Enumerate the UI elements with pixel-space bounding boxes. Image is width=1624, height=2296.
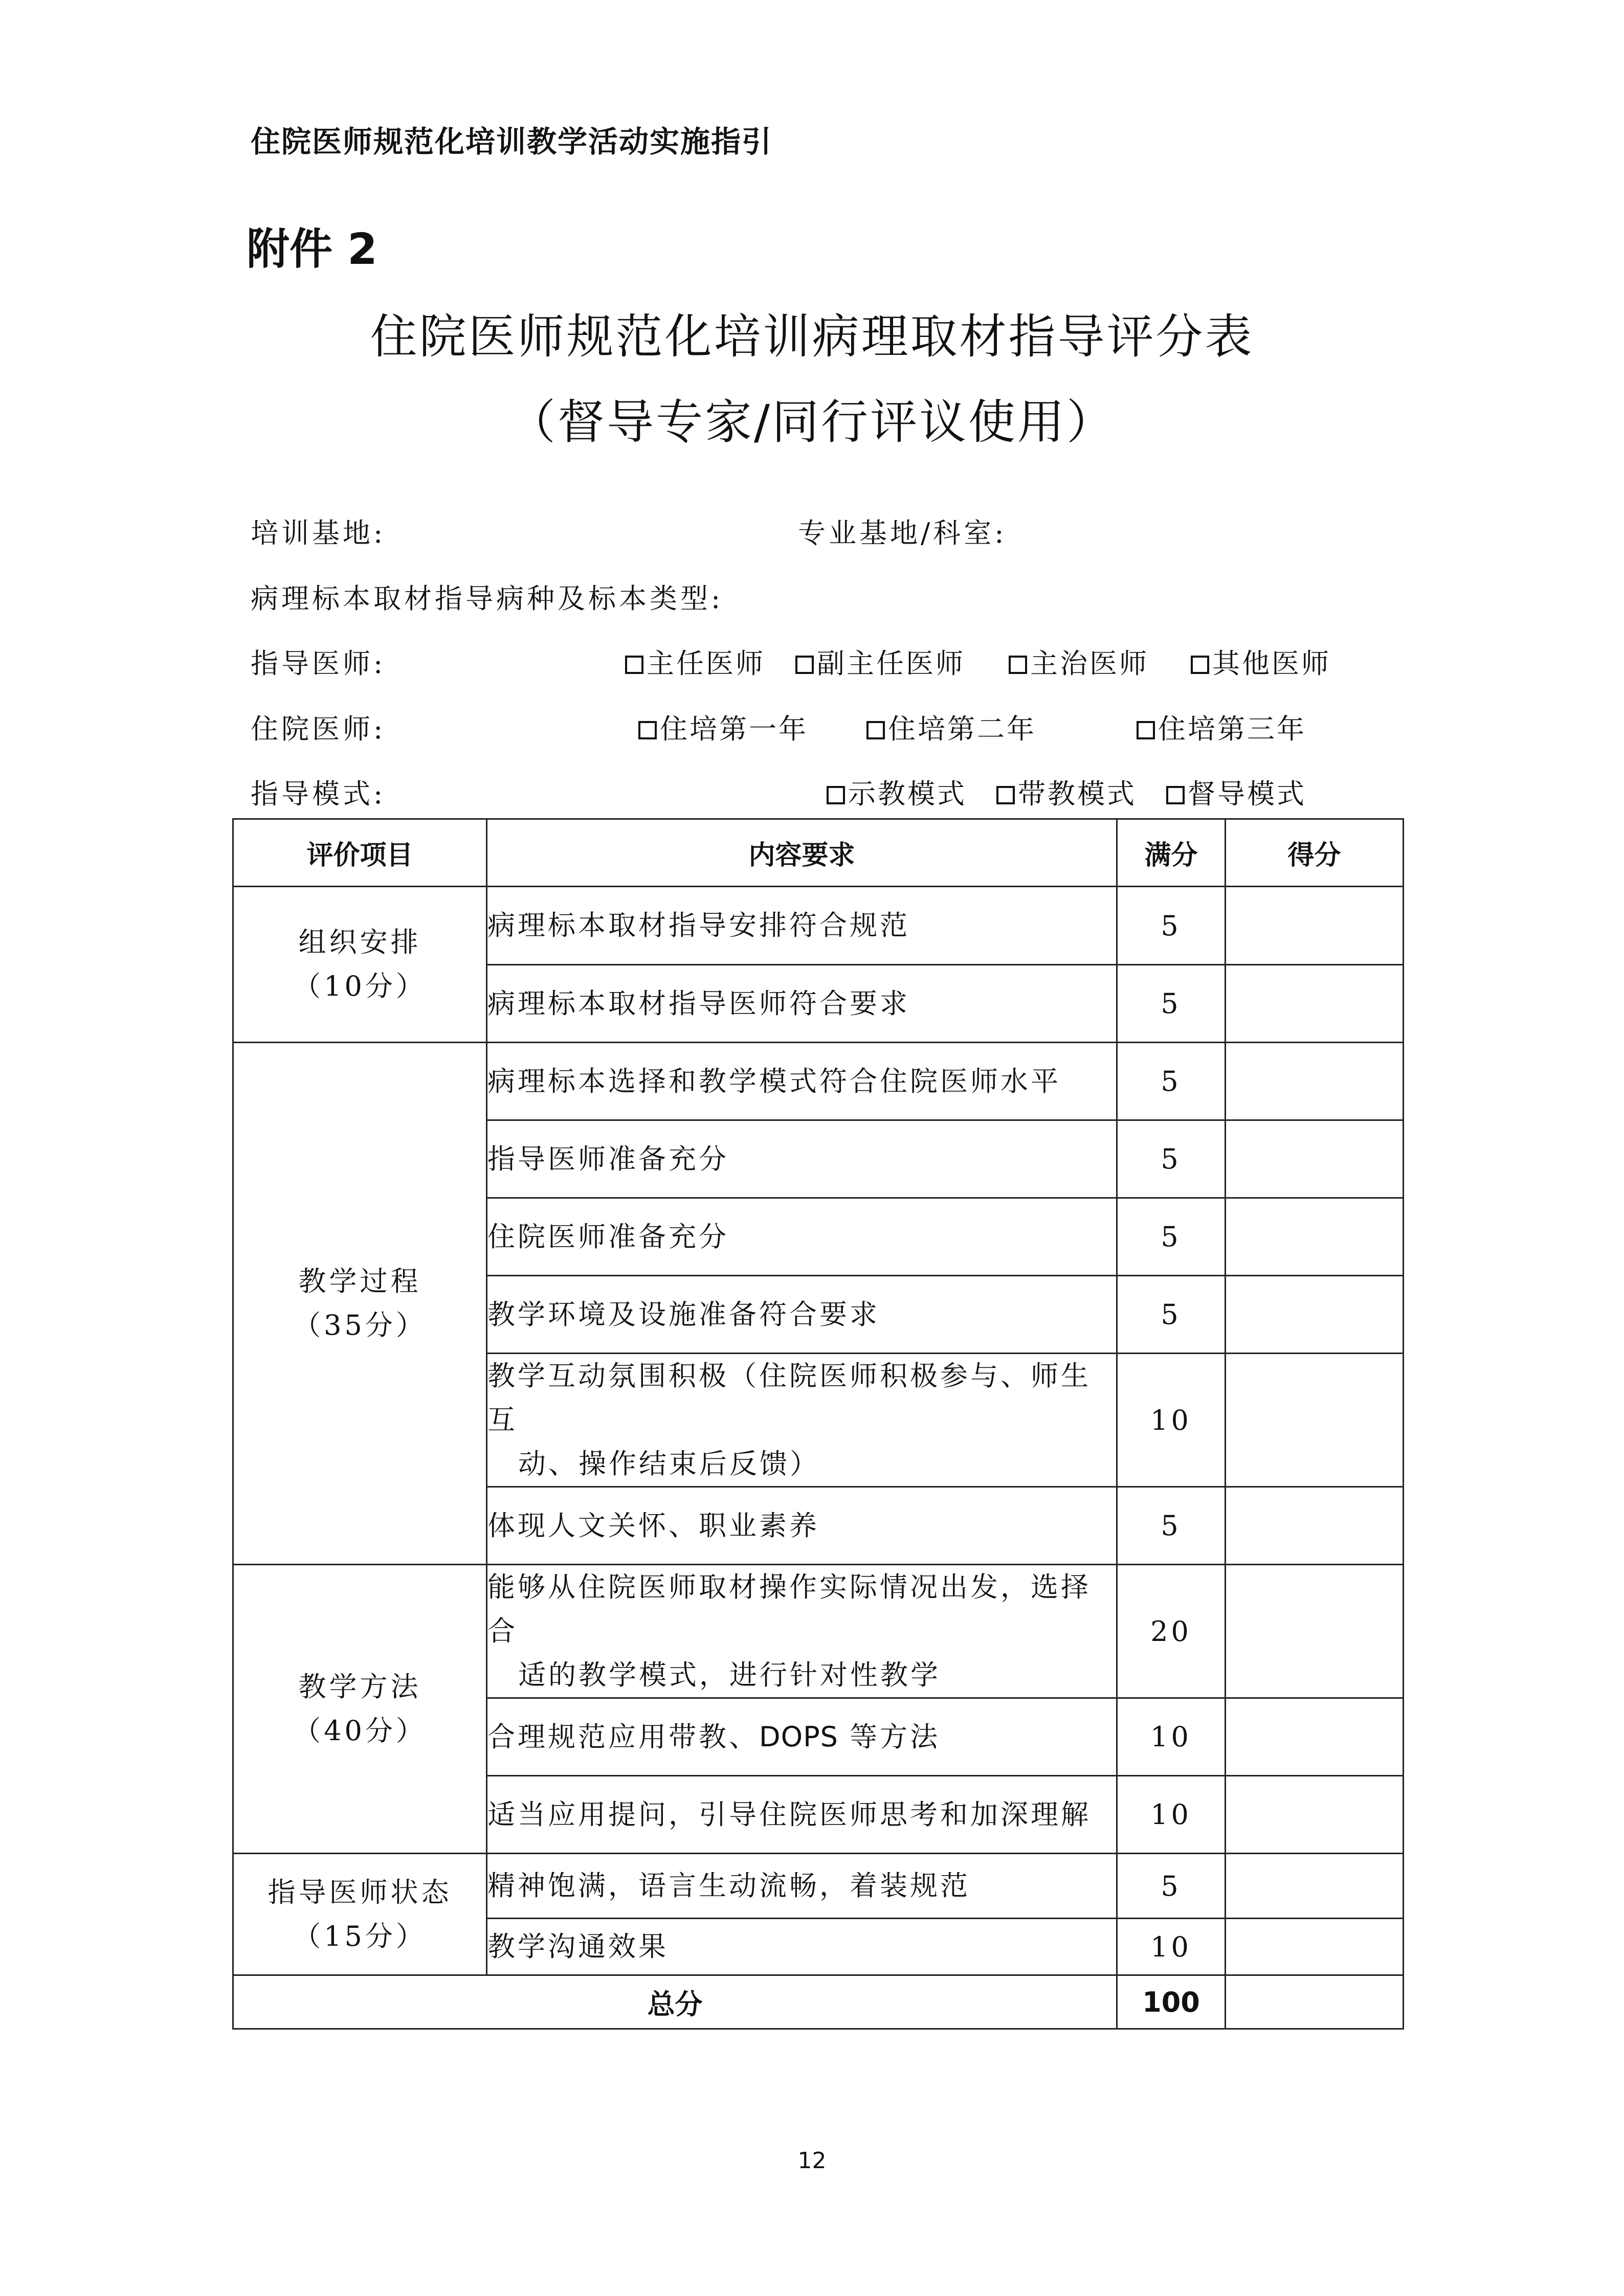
training-base-label: 培训基地: — [251, 517, 386, 549]
category-cell — [233, 1854, 487, 1975]
max-score-cell: 5 — [1117, 1487, 1226, 1565]
total-label: 总分 — [233, 1975, 1117, 2029]
content-cell: 病理标本取材指导安排符合规范 — [487, 887, 1117, 965]
instructor-label: 指导医师: — [251, 647, 386, 680]
page-number: 12 — [797, 2148, 827, 2174]
score-input-cell[interactable] — [1226, 1276, 1404, 1354]
content-cell: 精神饱满，语言生动流畅，着装规范 — [487, 1854, 1117, 1919]
category-points: （40分） — [293, 1715, 427, 1747]
category-points: （15分） — [293, 1920, 427, 1952]
resident-label: 住院医师: — [251, 713, 386, 745]
header-content: 内容要求 — [487, 819, 1117, 887]
score-input-cell[interactable] — [1226, 1487, 1404, 1565]
category-name: 组织安排 — [298, 926, 421, 958]
content-cell: 住院医师准备充分 — [487, 1198, 1117, 1276]
option-teaching-mode[interactable]: 带教模式 — [996, 772, 1137, 812]
content-cell — [487, 1565, 1117, 1698]
scoring-table — [232, 818, 1404, 2030]
content-cell — [487, 1354, 1117, 1487]
content-cell: 病理标本取材指导医师符合要求 — [487, 965, 1117, 1043]
option-year-2[interactable]: 住培第二年 — [866, 707, 1036, 747]
document-subtitle: （督导专家/同行评议使用） — [508, 395, 1116, 449]
max-score-cell: 5 — [1117, 1043, 1226, 1120]
score-input-cell[interactable] — [1226, 1854, 1404, 1919]
category-points: （10分） — [293, 970, 427, 1002]
score-input-cell[interactable] — [1226, 1776, 1404, 1854]
score-input-cell[interactable] — [1226, 1120, 1404, 1198]
option-chief-physician[interactable]: 主任医师 — [625, 642, 765, 681]
table-row — [233, 1565, 1404, 1698]
checkbox-icon — [1009, 656, 1027, 674]
checkbox-icon — [866, 721, 885, 739]
content-line: 教学互动氛围积极（住院医师积极参与、师生互 — [487, 1360, 1091, 1436]
category-points: （35分） — [293, 1309, 427, 1341]
max-score-cell: 10 — [1117, 1698, 1226, 1776]
running-header: 住院医师规范化培训教学活动实施指引 — [251, 124, 773, 159]
option-demonstration-mode[interactable]: 示教模式 — [827, 772, 967, 812]
max-score-cell: 5 — [1117, 887, 1226, 965]
header-score: 得分 — [1226, 819, 1404, 887]
max-score-cell: 5 — [1117, 1120, 1226, 1198]
category-name: 指导医师状态 — [268, 1876, 452, 1908]
content-cell: 教学沟通效果 — [487, 1919, 1117, 1975]
table-header-row — [233, 819, 1404, 887]
max-score-cell: 5 — [1117, 1854, 1226, 1919]
category-name: 教学方法 — [298, 1671, 421, 1703]
score-input-cell[interactable] — [1226, 1198, 1404, 1276]
score-input-cell[interactable] — [1226, 1698, 1404, 1776]
attachment-label: 附件 2 — [247, 224, 377, 274]
content-cell: 病理标本选择和教学模式符合住院医师水平 — [487, 1043, 1117, 1120]
score-input-cell[interactable] — [1226, 1354, 1404, 1487]
content-abbreviation: DOPS — [759, 1720, 838, 1753]
department-label: 专业基地/科室: — [798, 517, 1007, 549]
table-row — [233, 1043, 1404, 1120]
total-row — [233, 1975, 1404, 2029]
score-input-cell[interactable] — [1226, 965, 1404, 1043]
option-year-3[interactable]: 住培第三年 — [1137, 707, 1306, 747]
content-line-continued: 动、操作结束后反馈） — [518, 1448, 820, 1480]
total-score-input-cell[interactable] — [1226, 1975, 1404, 2029]
content-line-continued: 适的教学模式，进行针对性教学 — [518, 1659, 941, 1691]
option-year-1[interactable]: 住培第一年 — [638, 707, 808, 747]
max-score-cell: 5 — [1117, 1198, 1226, 1276]
checkbox-icon — [996, 786, 1015, 804]
content-cell: 适当应用提问，引导住院医师思考和加深理解 — [487, 1776, 1117, 1854]
content-cell: 体现人文关怀、职业素养 — [487, 1487, 1117, 1565]
score-input-cell[interactable] — [1226, 1919, 1404, 1975]
checkbox-icon — [625, 656, 643, 674]
max-score-cell: 5 — [1117, 1276, 1226, 1354]
total-max-score: 100 — [1117, 1975, 1226, 2029]
max-score-cell: 10 — [1117, 1354, 1226, 1487]
option-other-physician[interactable]: 其他医师 — [1191, 642, 1331, 681]
checkbox-icon — [795, 656, 814, 674]
content-text: 合理规范应用带教、 — [487, 1720, 759, 1753]
checkbox-icon — [1191, 656, 1209, 674]
checkbox-icon — [1166, 786, 1185, 804]
table-row — [233, 1854, 1404, 1919]
category-cell — [233, 887, 487, 1043]
document-title: 住院医师规范化培训病理取材指导评分表 — [370, 309, 1254, 364]
checkbox-icon — [1137, 721, 1155, 739]
score-input-cell[interactable] — [1226, 887, 1404, 965]
checkbox-icon — [638, 721, 657, 739]
content-cell — [487, 1698, 1117, 1776]
max-score-cell: 20 — [1117, 1565, 1226, 1698]
category-cell — [233, 1043, 487, 1565]
header-max-score: 满分 — [1117, 819, 1226, 887]
option-associate-chief-physician[interactable]: 副主任医师 — [795, 642, 965, 681]
option-supervision-mode[interactable]: 督导模式 — [1166, 772, 1306, 812]
content-line: 能够从住院医师取材操作实际情况出发，选择合 — [487, 1571, 1091, 1647]
content-text: 等方法 — [838, 1720, 941, 1753]
mode-label: 指导模式: — [251, 778, 386, 810]
category-name: 教学过程 — [298, 1265, 421, 1297]
content-cell: 指导医师准备充分 — [487, 1120, 1117, 1198]
max-score-cell: 5 — [1117, 965, 1226, 1043]
score-input-cell[interactable] — [1226, 1043, 1404, 1120]
table-row — [233, 887, 1404, 965]
content-cell: 教学环境及设施准备符合要求 — [487, 1276, 1117, 1354]
specimen-type-label: 病理标本取材指导病种及标本类型: — [251, 582, 724, 615]
category-cell — [233, 1565, 487, 1854]
max-score-cell: 10 — [1117, 1919, 1226, 1975]
score-input-cell[interactable] — [1226, 1565, 1404, 1698]
max-score-cell: 10 — [1117, 1776, 1226, 1854]
header-category: 评价项目 — [233, 819, 487, 887]
checkbox-icon — [827, 786, 845, 804]
option-attending-physician[interactable]: 主治医师 — [1009, 642, 1149, 681]
